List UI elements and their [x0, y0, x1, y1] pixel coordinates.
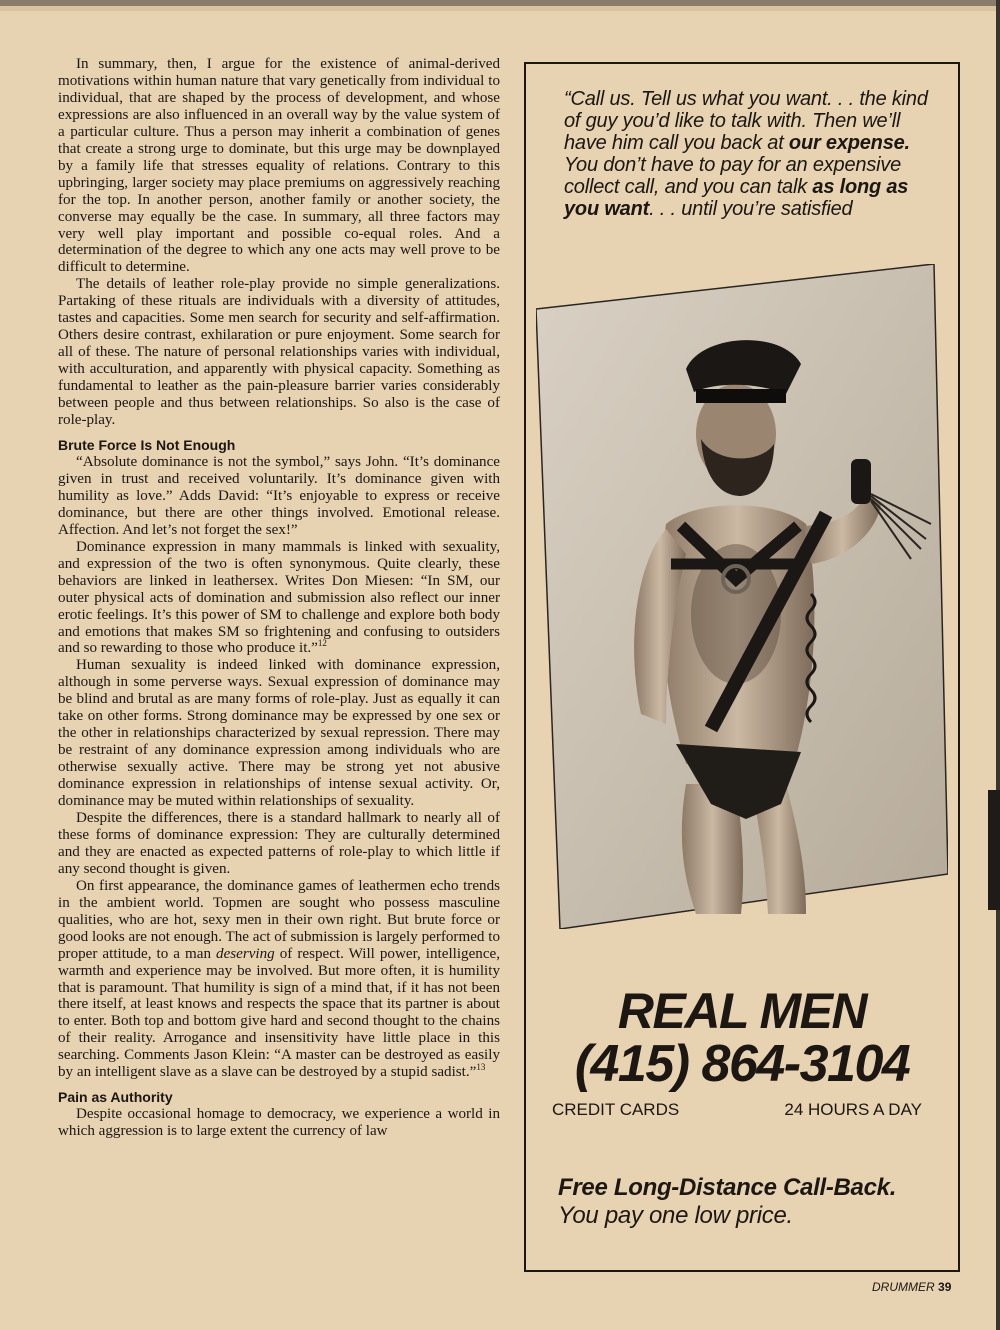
- page-folio: [872, 1280, 951, 1294]
- section-heading: Pain as Authority: [58, 1089, 173, 1106]
- paragraph-text: Dominance expression in many mammals is linked with sexuality, and expression of the two is often synonymous. Quite clearly, these behaviors are linked in leathersex. Writes Don Miesen: “In SM, our outer physical acts of domination and submission also reflect our inner erotic feelings. It’s this power of SM to challenge and explore both body and emotions that makes SM so frightening and confusing to outsiders and so rewarding to those who produce it.”: [58, 538, 500, 657]
- phone-number: (415) 864-3104: [574, 1035, 910, 1093]
- paragraph: [58, 539, 500, 658]
- quote-text: “Call us. Tell us what you want. . . the kind of guy you’d like to talk with. Then we’ll have him call you back at: [564, 88, 928, 154]
- page-number: 39: [938, 1280, 952, 1294]
- quote-text: You don’t have to pay for an expensive collect call, and you can talk: [564, 154, 902, 198]
- quote-emphasis: as long as you want: [564, 176, 909, 220]
- paragraph: Despite occasional homage to democracy, we experience a world in which aggression is to large extent the currency of law: [58, 1106, 500, 1140]
- ad-subtagline: You pay one low price.: [558, 1202, 793, 1229]
- ad-tagline: Free Long-Distance Call-Back.: [558, 1174, 897, 1201]
- ad-photo: [536, 264, 948, 929]
- advertisement: [524, 62, 960, 1272]
- paragraph: In summary, then, I argue for the existence of animal-derived motivations within human nature that vary genetically from individual to individual, that are shaped by the process of development, and whose expressions are also influenced in an overall way by the value system of a particular culture. Thus a person may inherit a combination of genes that create a strong urge to dominate, but this urge may be downplayed by a family life that stresses equality of relations. Contrary to this upbringing, larger society may place premiums on aggressively reaching for the top. In another person, another family or another society, the converse may equally be the case. In summary, all three factors may very well play important and possible co-equal roles. And a determination of the degree to which any one acts may well prove to be difficult to determine.: [58, 56, 500, 276]
- paragraph: “Absolute dominance is not the symbol,” says John. “It’s dominance given in trust and received voluntarily. It’s dominance given with humility as love.” Adds David: “It’s enjoyable to express or receive dominance, but there are other things involved. Emotional release. Affection. And let’s not forget the sex!”: [58, 453, 500, 538]
- section-heading: Brute Force Is Not Enough: [58, 436, 236, 453]
- credit-cards-label: CREDIT CARDS: [552, 1100, 680, 1119]
- emphasis-text: deserving: [216, 945, 275, 962]
- paragraph: Despite the differences, there is a standard hallmark to nearly all of these forms of dominance expression: They are culturally determined and they are enacted as expected patterns of role-play to which little if any second thought is given.: [58, 809, 500, 877]
- quote-emphasis: our expense.: [788, 132, 910, 154]
- article-column: [58, 56, 500, 1140]
- magazine-name: DRUMMER: [872, 1280, 935, 1294]
- paragraph: The details of leather role-play provide no simple generalizations. Partaking of these rituals are individuals with a diversity of attitudes, tastes and capacities. Some men search for security and self-affirmation. Others desire contrast, exhilaration or pure enjoyment. Some search for all of these. The nature of personal relationships varies with individual, with acculturation, and apparently with physical capacity. Something as fundamental to leather as the pain-pleasure barrier varies considerably between people and thus between relationships. So also is the case of role-play.: [58, 276, 500, 429]
- page-edge-shadow: [988, 790, 1000, 910]
- page-right-edge: [996, 0, 1000, 1330]
- paragraph: [58, 878, 500, 1081]
- paragraph-text: of respect. Will power, intelligence, warmth and experience may be involved. But more often, it is humility that is paramount. That humility is sign of a mind that, if it has not been there itself, at least knows and respects the space that its partner is about to enter. Both top and bottom give hard and second thought to the chains of their reality. Arrogance and insensitivity have little place in this searching. Comments Jason Klein: “A master can be destroyed as easily by an intelligent slave as a slave can be destroyed by a stupid sadist.”: [58, 945, 500, 1081]
- footnote-marker: 13: [476, 1062, 486, 1073]
- ad-headline: REAL MEN: [617, 983, 867, 1039]
- hours-label: 24 HOURS A DAY: [784, 1100, 922, 1119]
- quote-text: . . . until you’re satisfied: [649, 198, 853, 220]
- paragraph: Human sexuality is indeed linked with dominance expression, although in some perverse ways. Sexual expression of dominance may be blind and brutal as are many forms of role-play. Just as equally it can take on other forms. Strong dominance may be expressed by one sex or the other in relationships characterized by sexual repression. There may be restraint of any dominance expression among individuals who are otherwise sexually active. There may be strong yet not abusive dominance expression in relationships of intense sexual activity. Or, dominance may be muted within relationships of sexuality.: [58, 657, 500, 810]
- footnote-marker: 12: [317, 638, 327, 649]
- paragraph-text: On first appearance, the dominance games of leathermen echo trends in the ambient world. Topmen are sought who possess masculine qualities, who are hot, sexy men in their own right. But brute force or good looks are not enough. The act of submission is largely performed to proper attitude, to a man: [58, 877, 500, 962]
- page-top-margin: [0, 6, 1000, 11]
- ad-quote: [564, 88, 934, 220]
